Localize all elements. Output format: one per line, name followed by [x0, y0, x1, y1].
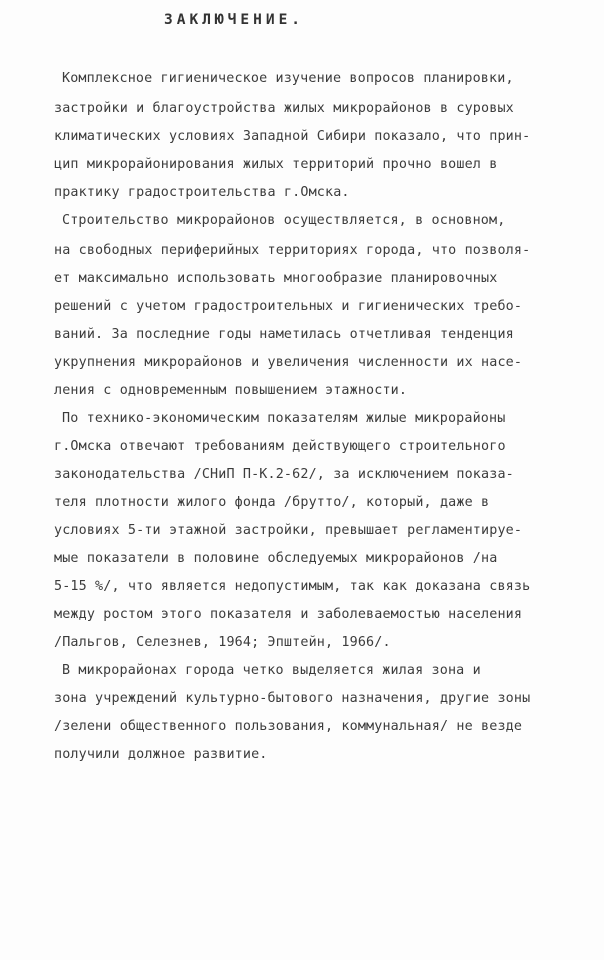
paragraph-2-line-2: на свободных периферийных территориях города, что позволя- [54, 243, 531, 258]
paragraph-1-line-5: практику градостроительства г.Омска. [54, 185, 350, 200]
paragraph-4-line-1: В микрорайонах города четко выделяется жилая зона и [62, 663, 481, 678]
paragraph-4-line-3: /зелени общественного пользования, коммунальная/ не везде [54, 719, 523, 734]
paragraph-3-line-4: теля плотности жилого фонда /брутто/, который, даже в [54, 495, 490, 510]
paragraph-1-line-2: застройки и благоустройства жилых микрорайонов в суровых [54, 101, 514, 116]
paragraph-3-line-3: законодательства /СНиП П-К.2-62/, за исключением показа- [54, 467, 514, 482]
paragraph-2-line-5: ваний. За последние годы наметилась отчетливая тенденция [54, 327, 514, 342]
paragraph-4-line-2: зона учреждений культурно-бытового назначения, другие зоны [54, 691, 531, 706]
paragraph-3-line-1: По технико-экономическим показателям жилые микрорайоны [62, 411, 506, 426]
paragraph-4-line-4: получили должное развитие. [54, 747, 268, 762]
page-title: ЗАКЛЮЧЕНИЕ. [164, 12, 305, 28]
paragraph-3-line-5: условиях 5-ти этажной застройки, превышает регламентируе- [54, 523, 523, 538]
paragraph-2-line-3: ет максимально использовать многообразие планировочных [54, 271, 498, 286]
paragraph-1-line-3: климатических условиях Западной Сибири показало, что прин- [54, 129, 531, 144]
paragraph-2-line-6: укрупнения микрорайонов и увеличения численности их насе- [54, 355, 523, 370]
paragraph-2-line-7: ления с одновременным повышением этажности. [54, 383, 408, 398]
paragraph-3-line-7: 5-15 %/, что является недопустимым, так как доказана связь [54, 579, 531, 594]
paragraph-1-line-1: Комплексное гигиеническое изучение вопросов планировки, [62, 71, 514, 86]
paragraph-3-line-6: мые показатели в половине обследуемых микрорайонов /на [54, 551, 498, 566]
paragraph-3-line-8: между ростом этого показателя и заболеваемостью населения [54, 607, 523, 622]
paragraph-2-line-4: решений с учетом градостроительных и гигиенических требо- [54, 299, 523, 314]
paragraph-2-line-1: Строительство микрорайонов осуществляется, в основном, [62, 213, 506, 228]
paragraph-1-line-4: цип микрорайонирования жилых территорий прочно вошел в [54, 157, 498, 172]
paragraph-3-line-9: /Пальгов, Селезнев, 1964; Эпштейн, 1966/. [54, 635, 391, 650]
paragraph-3-line-2: г.Омска отвечают требованиям действующего строительного [54, 439, 506, 454]
